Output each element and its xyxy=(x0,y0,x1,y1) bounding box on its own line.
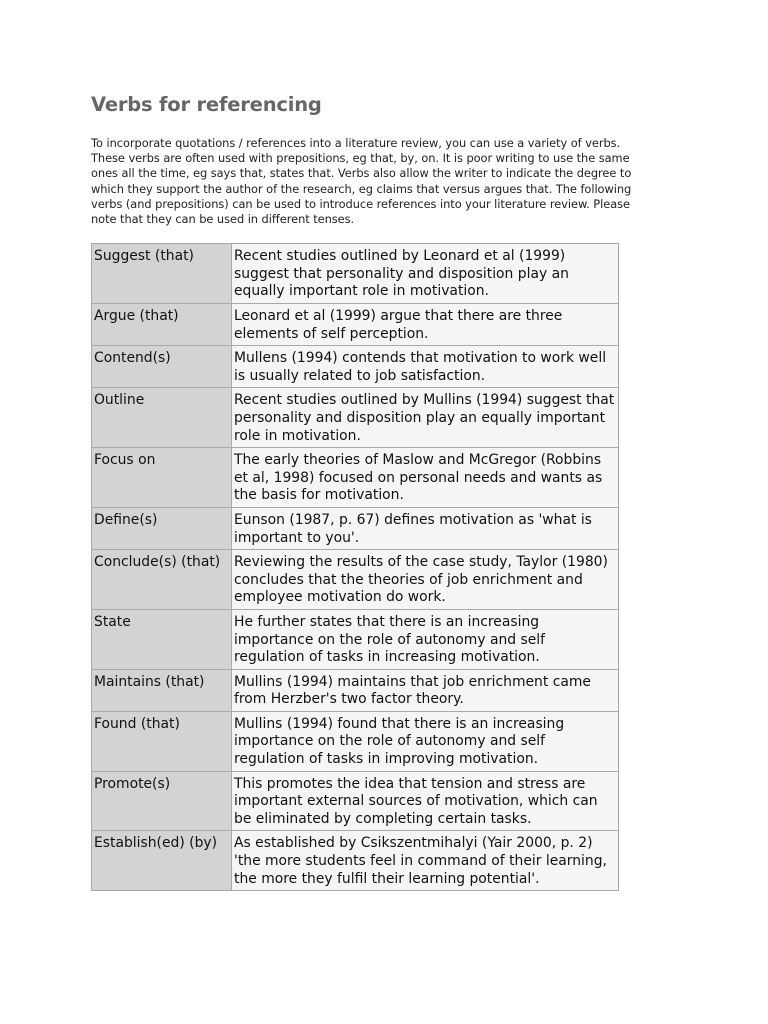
verb-cell: Suggest (that) xyxy=(92,244,232,304)
verb-cell: State xyxy=(92,609,232,669)
example-cell xyxy=(232,244,619,304)
table-row xyxy=(92,346,619,388)
verbs-table-body xyxy=(92,244,619,891)
example-line: Recent studies outlined by Leonard et al (1999) xyxy=(234,248,566,265)
verb-cell: Contend(s) xyxy=(92,346,232,388)
table-row xyxy=(92,244,619,304)
example-line: regulation of tasks in increasing motivation. xyxy=(234,649,540,666)
example-cell xyxy=(232,388,619,448)
intro-line: verbs (and prepositions) can be used to introduce references into your literature review. Please xyxy=(91,196,630,211)
table-row xyxy=(92,669,619,711)
example-cell xyxy=(232,346,619,388)
intro-paragraph xyxy=(91,136,671,227)
document-page xyxy=(91,92,671,891)
table-row xyxy=(92,711,619,771)
example-line: from Herzber's two factor theory. xyxy=(234,691,464,708)
example-line: 'the more students feel in command of their learning, xyxy=(234,853,607,870)
verb-cell: Define(s) xyxy=(92,507,232,549)
table-row xyxy=(92,507,619,549)
intro-line: To incorporate quotations / references into a literature review, you can use a variety of verbs. xyxy=(91,136,621,150)
table-row xyxy=(92,609,619,669)
example-cell xyxy=(232,448,619,508)
example-cell xyxy=(232,550,619,610)
verb-cell: Found (that) xyxy=(92,711,232,771)
example-line: Mullens (1994) contends that motivation to work well xyxy=(234,350,607,367)
example-cell xyxy=(232,609,619,669)
table-row xyxy=(92,831,619,891)
example-line: personality and disposition play an equally important xyxy=(234,409,606,426)
intro-line: These verbs are often used with prepositions, eg that, by, on. It is poor writing to use the same xyxy=(91,151,630,166)
example-line: importance on the role of autonomy and self xyxy=(234,631,546,648)
example-line: concludes that the theories of job enrichment and xyxy=(234,571,583,588)
example-line: elements of self perception. xyxy=(234,325,429,342)
table-row xyxy=(92,550,619,610)
example-line: importance on the role of autonomy and self xyxy=(234,733,546,750)
example-line: the basis for motivation. xyxy=(234,487,404,504)
verb-cell: Conclude(s) (that) xyxy=(92,550,232,610)
example-line: Leonard et al (1999) argue that there are three xyxy=(234,308,563,324)
example-line: regulation of tasks in improving motivation. xyxy=(234,751,539,768)
example-line: Reviewing the results of the case study, Taylor (1980) xyxy=(234,554,608,571)
table-row xyxy=(92,388,619,448)
intro-line: ones all the time, eg says that, states that. Verbs also allow the writer to indicate the degree to xyxy=(91,166,632,181)
example-line: Eunson (1987, p. 67) defines motivation as 'what is xyxy=(234,511,592,528)
example-line: the more they fulfil their learning potential'. xyxy=(234,870,540,887)
example-line: Mullins (1994) found that there is an increasing xyxy=(234,715,565,732)
verb-cell: Argue (that) xyxy=(92,304,232,346)
example-cell xyxy=(232,304,619,346)
example-line: et al, 1998) focused on personal needs and wants as xyxy=(234,469,603,486)
example-cell xyxy=(232,669,619,711)
example-line: This promotes the idea that tension and stress are xyxy=(234,775,586,792)
verb-cell: Maintains (that) xyxy=(92,669,232,711)
verbs-table xyxy=(91,243,619,891)
example-line: is usually related to job satisfaction. xyxy=(234,367,486,384)
example-line: important to you'. xyxy=(234,529,360,546)
verb-cell: Promote(s) xyxy=(92,771,232,831)
table-row xyxy=(92,304,619,346)
table-row xyxy=(92,448,619,508)
example-cell xyxy=(232,711,619,771)
example-line: He further states that there is an increasing xyxy=(234,613,540,630)
table-row xyxy=(92,771,619,831)
example-cell xyxy=(232,507,619,549)
example-line: suggest that personality and disposition play an xyxy=(234,265,569,282)
example-line: As established by Csikszentmihalyi (Yair 2000, p. 2) xyxy=(234,835,593,852)
verb-cell: Outline xyxy=(92,388,232,448)
example-line: important external sources of motivation, which can xyxy=(234,793,598,810)
example-cell xyxy=(232,831,619,891)
example-line: Mullins (1994) maintains that job enrichment came xyxy=(234,673,591,690)
example-line: equally important role in motivation. xyxy=(234,283,489,300)
example-line: be eliminated by completing certain tasks. xyxy=(234,810,532,827)
example-line: Recent studies outlined by Mullins (1994) suggest that xyxy=(234,392,615,409)
example-line: The early theories of Maslow and McGregor (Robbins xyxy=(234,452,602,469)
example-line: employee motivation do work. xyxy=(234,589,446,606)
intro-line: which they support the author of the research, eg claims that versus argues that. The following xyxy=(91,181,632,196)
verb-cell: Establish(ed) (by) xyxy=(92,831,232,891)
page-title: Verbs for referencing xyxy=(91,93,322,116)
intro-line: note that they can be used in different tenses. xyxy=(91,212,355,227)
verb-cell: Focus on xyxy=(92,448,232,508)
example-line: role in motivation. xyxy=(234,427,361,444)
example-cell xyxy=(232,771,619,831)
